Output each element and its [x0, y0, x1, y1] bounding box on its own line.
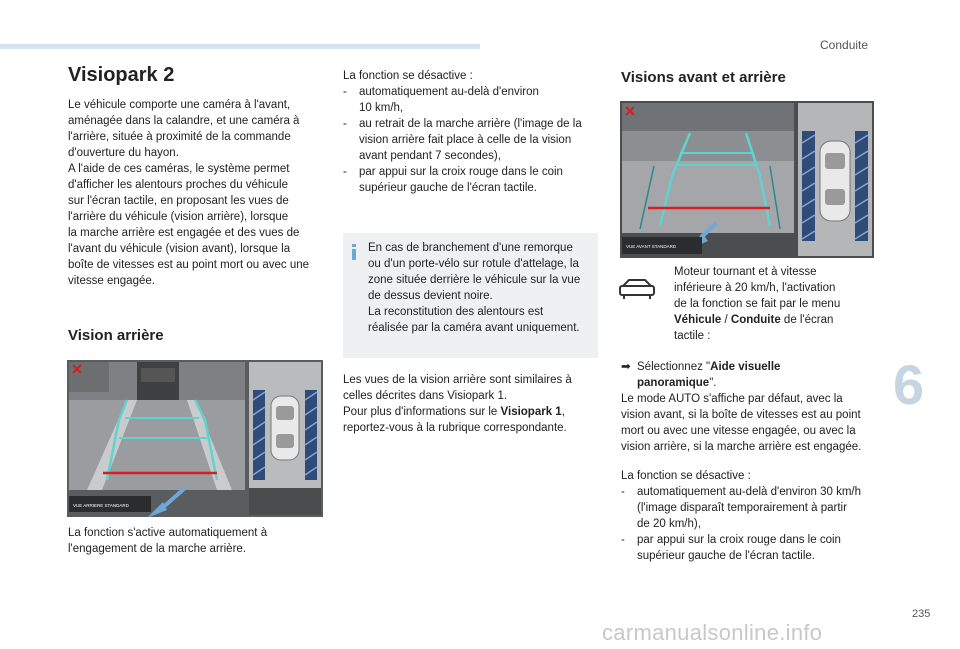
list-item: - au retrait de la marche arrière (l'image de la vision arrière fait place à celle de la vision avant pendant 7 secondes), [343, 116, 603, 164]
list-item: - par appui sur la croix rouge dans le coin supérieur gauche de l'écran tactile. [621, 532, 879, 564]
step-arrow-icon: ➡ [621, 361, 631, 373]
auto-mode-paragraph: Le mode AUTO s'affiche par défaut, avec la vision avant, si la boîte de vitesses est au point mort ou avec une vitesse engagée, ou avec la vision arrière, si la marche arrière est engagée. [621, 393, 862, 453]
select-instruction: ➡ Sélectionnez "Aide visuelle panoramique". [621, 361, 781, 389]
info-icon [351, 244, 357, 260]
rear-vision-heading: Vision arrière [68, 327, 164, 344]
rear-camera-screen [67, 360, 323, 517]
menu-vehicule: Véhicule [674, 314, 722, 326]
list-item: - automatiquement au-delà d'environ 10 km/h, [343, 84, 603, 116]
rear-screen-label: VUE ARRIERE STANDARD [73, 503, 129, 508]
info-box: En cas de branchement d'une remorque ou d'un porte-vélo sur rotule d'attelage, la zone située derrière le véhicule sur la vue de dessus devient noire. La reconstitution des alentours est réalisée par la caméra avant uniquement. [343, 233, 598, 358]
rear-caption: La fonction s'active automatiquement à l'engagement de la marche arrière. [68, 527, 268, 555]
menu-conduite: Conduite [730, 314, 781, 326]
front-camera-screen [620, 101, 874, 258]
header-accent-bar [0, 44, 480, 49]
list-item: - par appui sur la croix rouge dans le coin supérieur gauche de l'écran tactile. [343, 164, 603, 196]
front-screen-label: VUE AVANT STANDARD [626, 244, 677, 249]
front-deactivation: La fonction se désactive : - automatiquement au-delà d'environ 30 km/h (l'image disparaît temporairement à partir de 20 km/h), - par appui sur la croix rouge dans le coin supérieur gauche de l'écran tactile. [621, 468, 879, 564]
rear-outro: Les vues de la vision arrière sont similaires à celles décrites dans Visiopark 1. Pour plus d'informations sur le Visiopark 1, reportez-vous à la rubrique correspondante. [343, 374, 572, 434]
list-item: - automatiquement au-delà d'environ 30 km/h (l'image disparaît temporairement à partir de 20 km/h), [621, 484, 879, 532]
watermark: carmanualsonline.info [602, 620, 823, 645]
section-label: Conduite [820, 38, 869, 52]
engine-note: Moteur tournant et à vitesse inférieure à 20 km/h, l'activation de la fonction se fait par le menu Véhicule / Conduite de l'écran tactile : [674, 266, 841, 342]
car-icon [617, 276, 657, 304]
chapter-number: 6 [893, 353, 925, 416]
rear-deactivation: La fonction se désactive : - automatiquement au-delà d'environ 10 km/h, - au retrait de la marche arrière (l'image de la vision arrière fait place à celle de la vision avant pendant 7 secondes), - par appui sur la croix rouge dans le coin supérieur gauche de l'écran tactile. [343, 68, 603, 196]
page-number: 235 [912, 608, 931, 620]
page-title: Visiopark 2 [68, 64, 175, 86]
front-rear-heading: Visions avant et arrière [621, 69, 786, 86]
intro-paragraph: Le véhicule comporte une caméra à l'avant, aménagée dans la calandre, et une caméra à l'arrière, située à proximité de la commande d'ouverture du hayon. A l'aide de ces caméras, le système permet d'afficher les alentours proches du véhicule sur l'écran tactile, en proposant les vues de l'arrière du véhicule (vision arrière), lorsque la marche arrière est engagée et des vues de l'avant du véhicule (vision avant), lorsque la boîte de vitesses est au point mort ou avec une vitesse engagée. [68, 99, 310, 287]
